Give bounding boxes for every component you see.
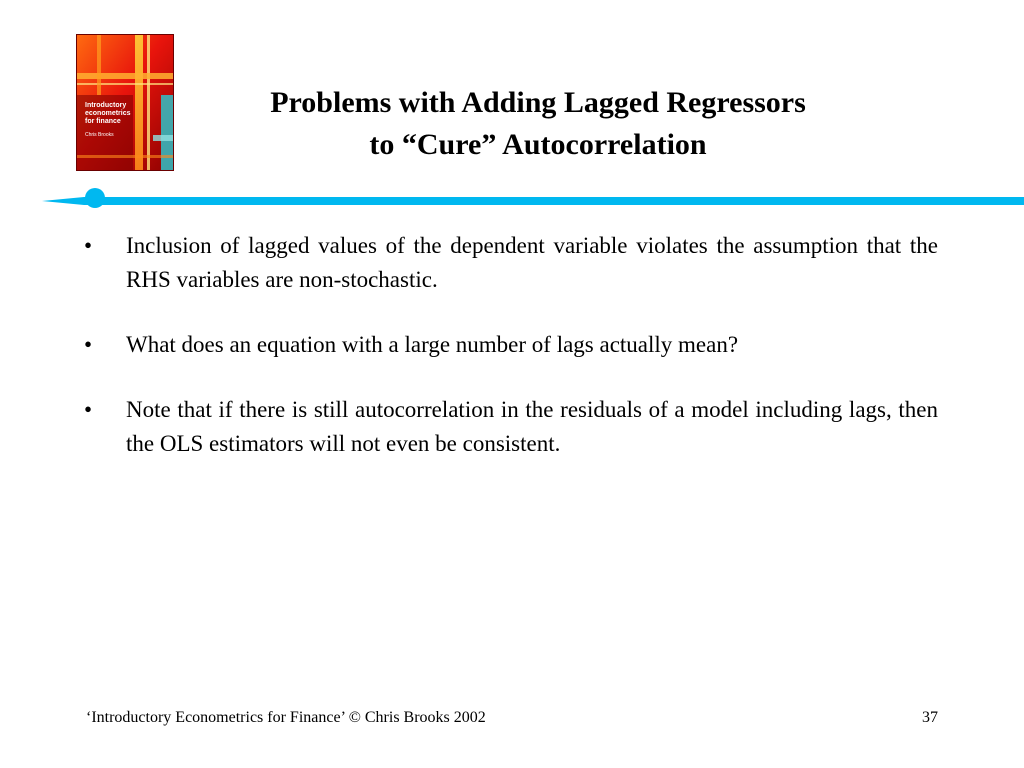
title-divider bbox=[0, 185, 1024, 215]
bullet-list bbox=[84, 229, 938, 492]
bullet-item bbox=[84, 229, 938, 297]
bullet-text: Note that if there is still autocorrelation in the residuals of a model including lags, then the OLS estimators will not even be consistent. bbox=[126, 397, 938, 456]
slide-title-line-2: to “Cure” Autocorrelation bbox=[369, 128, 707, 161]
bullet-mark: • bbox=[84, 397, 93, 422]
slide-title-line-1: Problems with Adding Lagged Regressors bbox=[270, 86, 806, 119]
book-cover-title: Introductory econometrics for finance bbox=[85, 102, 131, 125]
bullet-mark: • bbox=[84, 332, 93, 357]
bullet-mark: • bbox=[84, 233, 93, 258]
page-number: 37 bbox=[922, 709, 938, 726]
slide-title bbox=[180, 82, 896, 166]
bullet-text: What does an equation with a large number of lags actually mean? bbox=[126, 332, 739, 357]
footer-source: ‘Introductory Econometrics for Finance’ © Chris Brooks 2002 bbox=[86, 709, 486, 726]
book-cover-image bbox=[76, 34, 174, 171]
bullet-item bbox=[84, 328, 938, 362]
bullet-text: Inclusion of lagged values of the dependent variable violates the assumption that the RHS variables are non-stochastic. bbox=[126, 233, 938, 292]
book-cover-author: Chris Brooks bbox=[85, 132, 114, 138]
divider-dot bbox=[85, 188, 105, 208]
bullet-item bbox=[84, 393, 938, 461]
divider-line bbox=[42, 197, 1024, 205]
